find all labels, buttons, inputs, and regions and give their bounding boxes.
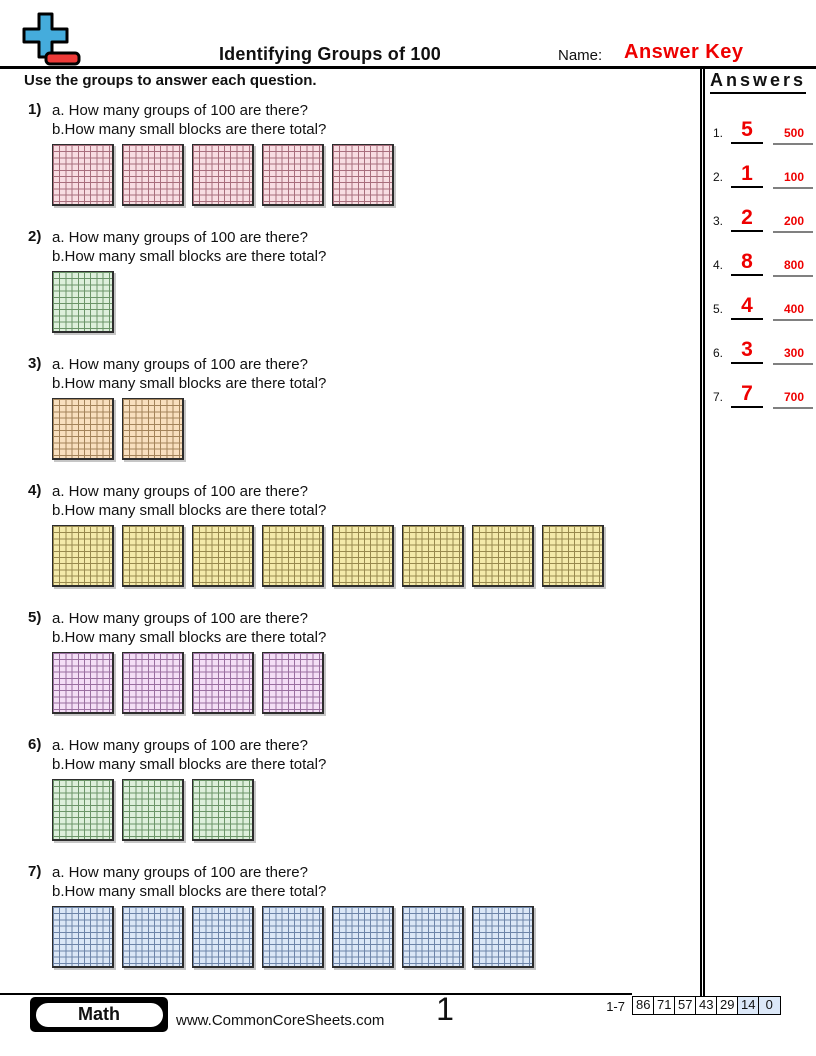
hundred-block — [262, 652, 324, 714]
hundred-block — [262, 525, 324, 587]
hundred-block — [122, 652, 184, 714]
hundred-block — [332, 144, 394, 206]
question-number: 6) — [28, 736, 42, 753]
hundred-blocks-row — [52, 652, 704, 714]
question-part-b: b.How many small blocks are there total? — [52, 121, 327, 138]
question-number: 7) — [28, 863, 42, 880]
answer-row-5 — [705, 291, 812, 317]
answer-total-line — [773, 319, 813, 321]
hundred-block — [332, 525, 394, 587]
page-number: 1 — [436, 991, 454, 1027]
answer-key-text: Answer Key — [624, 41, 744, 63]
hundred-block — [472, 525, 534, 587]
score-cell: 57 — [674, 996, 697, 1015]
hundred-block — [122, 398, 184, 460]
score-range-label: 1-7 — [606, 999, 625, 1014]
name-label: Name: — [558, 47, 603, 64]
question-part-a: a. How many groups of 100 are there? — [52, 483, 308, 500]
score-cell: 86 — [632, 996, 655, 1015]
answer-groups-value: 5 — [741, 118, 753, 141]
score-cell: 71 — [653, 996, 676, 1015]
answer-total-value: 200 — [783, 214, 805, 228]
answer-total-line — [773, 187, 813, 189]
question-part-a: a. How many groups of 100 are there? — [52, 737, 308, 754]
page-title: Identifying Groups of 100 — [218, 44, 442, 64]
answer-total-value: 800 — [783, 258, 805, 272]
website-url: www.CommonCoreSheets.com — [176, 1012, 385, 1029]
question-number: 2) — [28, 228, 42, 245]
score-table — [632, 996, 781, 1015]
score-cell: 29 — [716, 996, 739, 1015]
question-part-b: b.How many small blocks are there total? — [52, 629, 327, 646]
hundred-block — [52, 271, 114, 333]
answer-groups-value: 8 — [741, 250, 753, 273]
answer-blank-line — [731, 274, 763, 276]
question-2 — [24, 228, 704, 333]
score-cell: 43 — [695, 996, 718, 1015]
answer-row-7 — [705, 379, 812, 405]
question-4 — [24, 482, 704, 587]
question-6 — [24, 736, 704, 841]
hundred-block — [192, 144, 254, 206]
hundred-block — [542, 525, 604, 587]
hundred-block — [52, 144, 114, 206]
hundred-block — [192, 779, 254, 841]
hundred-blocks-row — [52, 906, 704, 968]
hundred-block — [52, 398, 114, 460]
answer-total-line — [773, 407, 813, 409]
answer-index: 2. — [713, 170, 724, 184]
answer-groups-value: 3 — [741, 338, 753, 361]
question-1 — [24, 101, 704, 206]
score-cell: 14 — [737, 996, 760, 1015]
question-number: 5) — [28, 609, 42, 626]
answer-groups-value: 4 — [741, 294, 753, 317]
answer-groups-value: 2 — [741, 206, 753, 229]
question-part-a: a. How many groups of 100 are there? — [52, 102, 308, 119]
question-5 — [24, 609, 704, 714]
answer-blank-line — [731, 406, 763, 408]
question-part-a: a. How many groups of 100 are there? — [52, 610, 308, 627]
hundred-block — [332, 906, 394, 968]
hundred-block — [52, 652, 114, 714]
question-7 — [24, 863, 704, 968]
answer-index: 3. — [713, 214, 724, 228]
hundred-block — [402, 525, 464, 587]
hundred-block — [262, 144, 324, 206]
answer-groups-value: 1 — [741, 162, 753, 185]
score-cell: 0 — [758, 996, 781, 1015]
header-rule — [0, 66, 816, 69]
hundred-block — [192, 652, 254, 714]
question-3 — [24, 355, 704, 460]
subject-badge — [30, 997, 168, 1032]
hundred-blocks-row — [52, 144, 704, 206]
answer-index: 6. — [713, 346, 724, 360]
answer-total-line — [773, 275, 813, 277]
answer-blank-line — [731, 362, 763, 364]
hundred-block — [122, 779, 184, 841]
answer-total-value: 300 — [783, 346, 805, 360]
answer-total-line — [773, 363, 813, 365]
hundred-block — [52, 906, 114, 968]
answers-title: Answers — [710, 70, 806, 94]
answer-index: 4. — [713, 258, 724, 272]
answer-index: 5. — [713, 302, 724, 316]
answer-total-value: 500 — [783, 126, 805, 140]
answer-row-4 — [705, 247, 812, 273]
hundred-block — [472, 906, 534, 968]
answers-panel — [700, 66, 812, 996]
question-part-a: a. How many groups of 100 are there? — [52, 356, 308, 373]
hundred-block — [192, 906, 254, 968]
hundred-block — [262, 906, 324, 968]
answer-row-3 — [705, 203, 812, 229]
answer-row-1 — [705, 115, 812, 141]
hundred-blocks-row — [52, 271, 704, 333]
question-number: 3) — [28, 355, 42, 372]
hundred-block — [402, 906, 464, 968]
footer-rule — [0, 993, 632, 995]
hundred-block — [192, 525, 254, 587]
answer-blank-line — [731, 186, 763, 188]
hundred-block — [122, 906, 184, 968]
answer-groups-value: 7 — [741, 382, 753, 405]
hundred-blocks-row — [52, 525, 704, 587]
answer-total-value: 400 — [783, 302, 805, 316]
hundred-block — [52, 525, 114, 587]
question-part-a: a. How many groups of 100 are there? — [52, 864, 308, 881]
answer-total-line — [773, 231, 813, 233]
answer-index: 1. — [713, 126, 724, 140]
question-part-b: b.How many small blocks are there total? — [52, 248, 327, 265]
answer-index: 7. — [713, 390, 724, 404]
answer-blank-line — [731, 142, 763, 144]
question-part-b: b.How many small blocks are there total? — [52, 883, 327, 900]
question-part-b: b.How many small blocks are there total? — [52, 375, 327, 392]
answer-row-6 — [705, 335, 812, 361]
question-part-a: a. How many groups of 100 are there? — [52, 229, 308, 246]
answer-total-line — [773, 143, 813, 145]
subject-badge-label: Math — [34, 1001, 165, 1029]
question-part-b: b.How many small blocks are there total? — [52, 756, 327, 773]
hundred-block — [122, 525, 184, 587]
question-number: 4) — [28, 482, 42, 499]
instruction-text: Use the groups to answer each question. — [24, 72, 317, 89]
answer-total-value: 100 — [783, 170, 805, 184]
hundred-block — [52, 779, 114, 841]
hundred-block — [122, 144, 184, 206]
hundred-blocks-row — [52, 398, 704, 460]
question-part-b: b.How many small blocks are there total? — [52, 502, 327, 519]
answer-total-value: 700 — [783, 390, 805, 404]
answer-blank-line — [731, 230, 763, 232]
answer-row-2 — [705, 159, 812, 185]
question-number: 1) — [28, 101, 42, 118]
answer-blank-line — [731, 318, 763, 320]
hundred-blocks-row — [52, 779, 704, 841]
